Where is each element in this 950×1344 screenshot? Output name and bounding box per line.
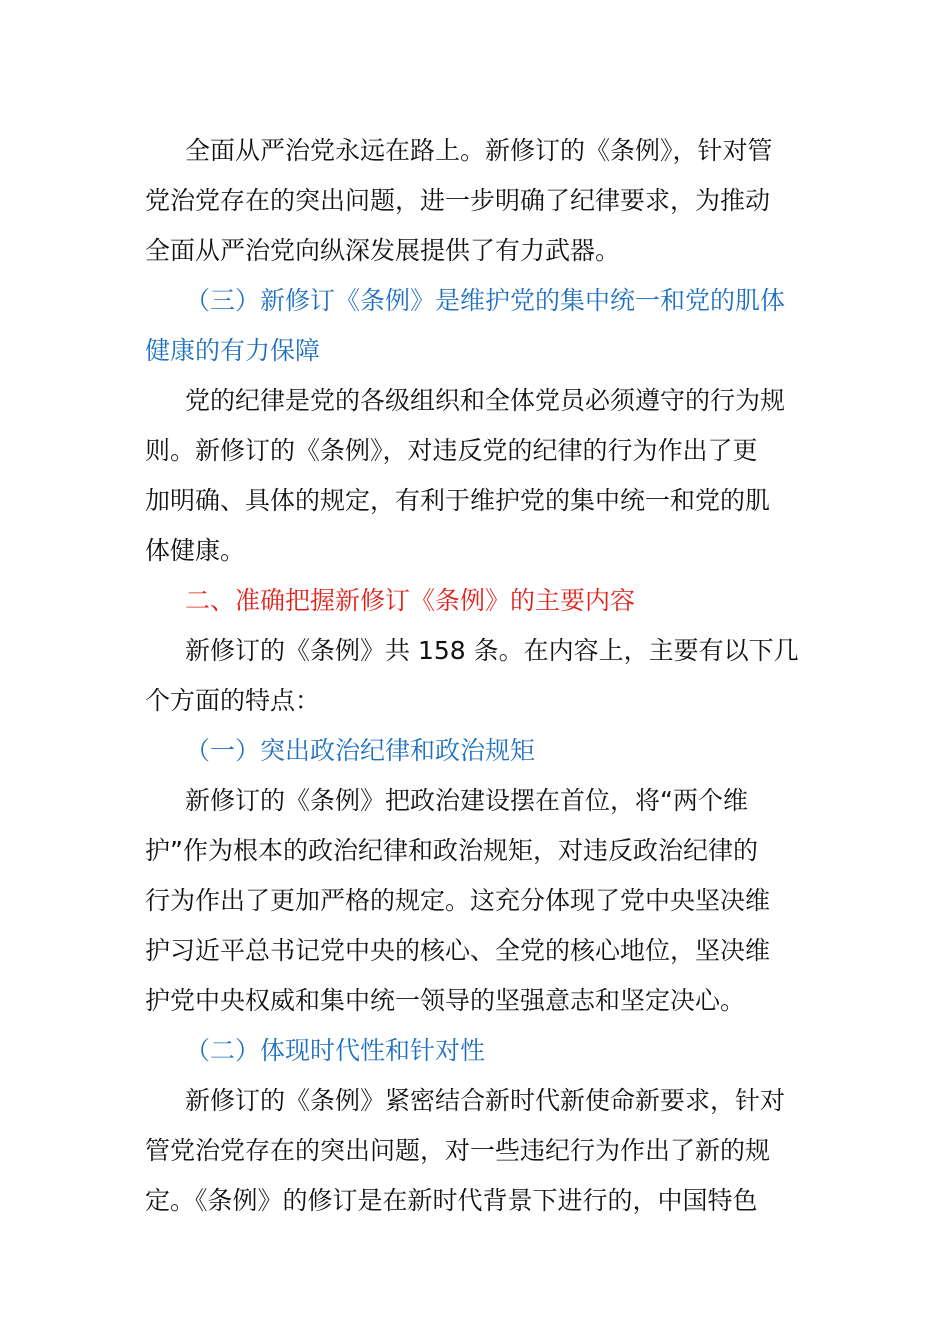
body-line: 则。新修订的《条例》，对违反党的纪律的行为作出了更 [145,436,758,465]
body-line: 护”作为根本的政治纪律和政治规矩，对违反政治纪律的 [145,836,758,865]
body-line: 管党治党存在的突出问题，对一些违纪行为作出了新的规 [145,1136,771,1165]
subheading-line: （二）体现时代性和针对性 [185,1036,486,1065]
body-line: 定。《条例》的修订是在新时代背景下进行的，中国特色 [145,1186,758,1215]
body-line: 全面从严治党向纵深发展提供了有力武器。 [145,236,621,265]
body-line: 体健康。 [145,536,246,565]
body-line: 行为作出了更加严格的规定。这充分体现了党中央坚决维 [145,886,771,915]
subheading-line: （一）突出政治纪律和政治规矩 [185,736,536,765]
body-line: 个方面的特点： [145,686,321,715]
subheading-line: （三）新修订《条例》是维护党的集中统一和党的肌体 [185,286,786,315]
body-line: 全面从严治党永远在路上。新修订的《条例》，针对管 [185,136,773,165]
body-line: 新修订的《条例》把政治建设摆在首位，将“两个维 [185,786,748,815]
document-body [145,126,810,1226]
body-line: 新修订的《条例》共 158 条。在内容上，主要有以下几 [185,636,799,665]
body-line: 党治党存在的突出问题，进一步明确了纪律要求，为推动 [145,186,771,215]
section-heading: 二、准确把握新修订《条例》的主要内容 [185,586,636,615]
body-line: 护习近平总书记党中央的核心、全党的核心地位，坚决维 [145,936,771,965]
body-line: 加明确、具体的规定，有利于维护党的集中统一和党的肌 [145,486,771,515]
body-line: 党的纪律是党的各级组织和全体党员必须遵守的行为规 [185,386,786,415]
subheading-line: 健康的有力保障 [145,336,321,365]
body-line: 护党中央权威和集中统一领导的坚强意志和坚定决心。 [145,986,746,1015]
body-line: 新修订的《条例》紧密结合新时代新使命新要求，针对 [185,1086,786,1115]
